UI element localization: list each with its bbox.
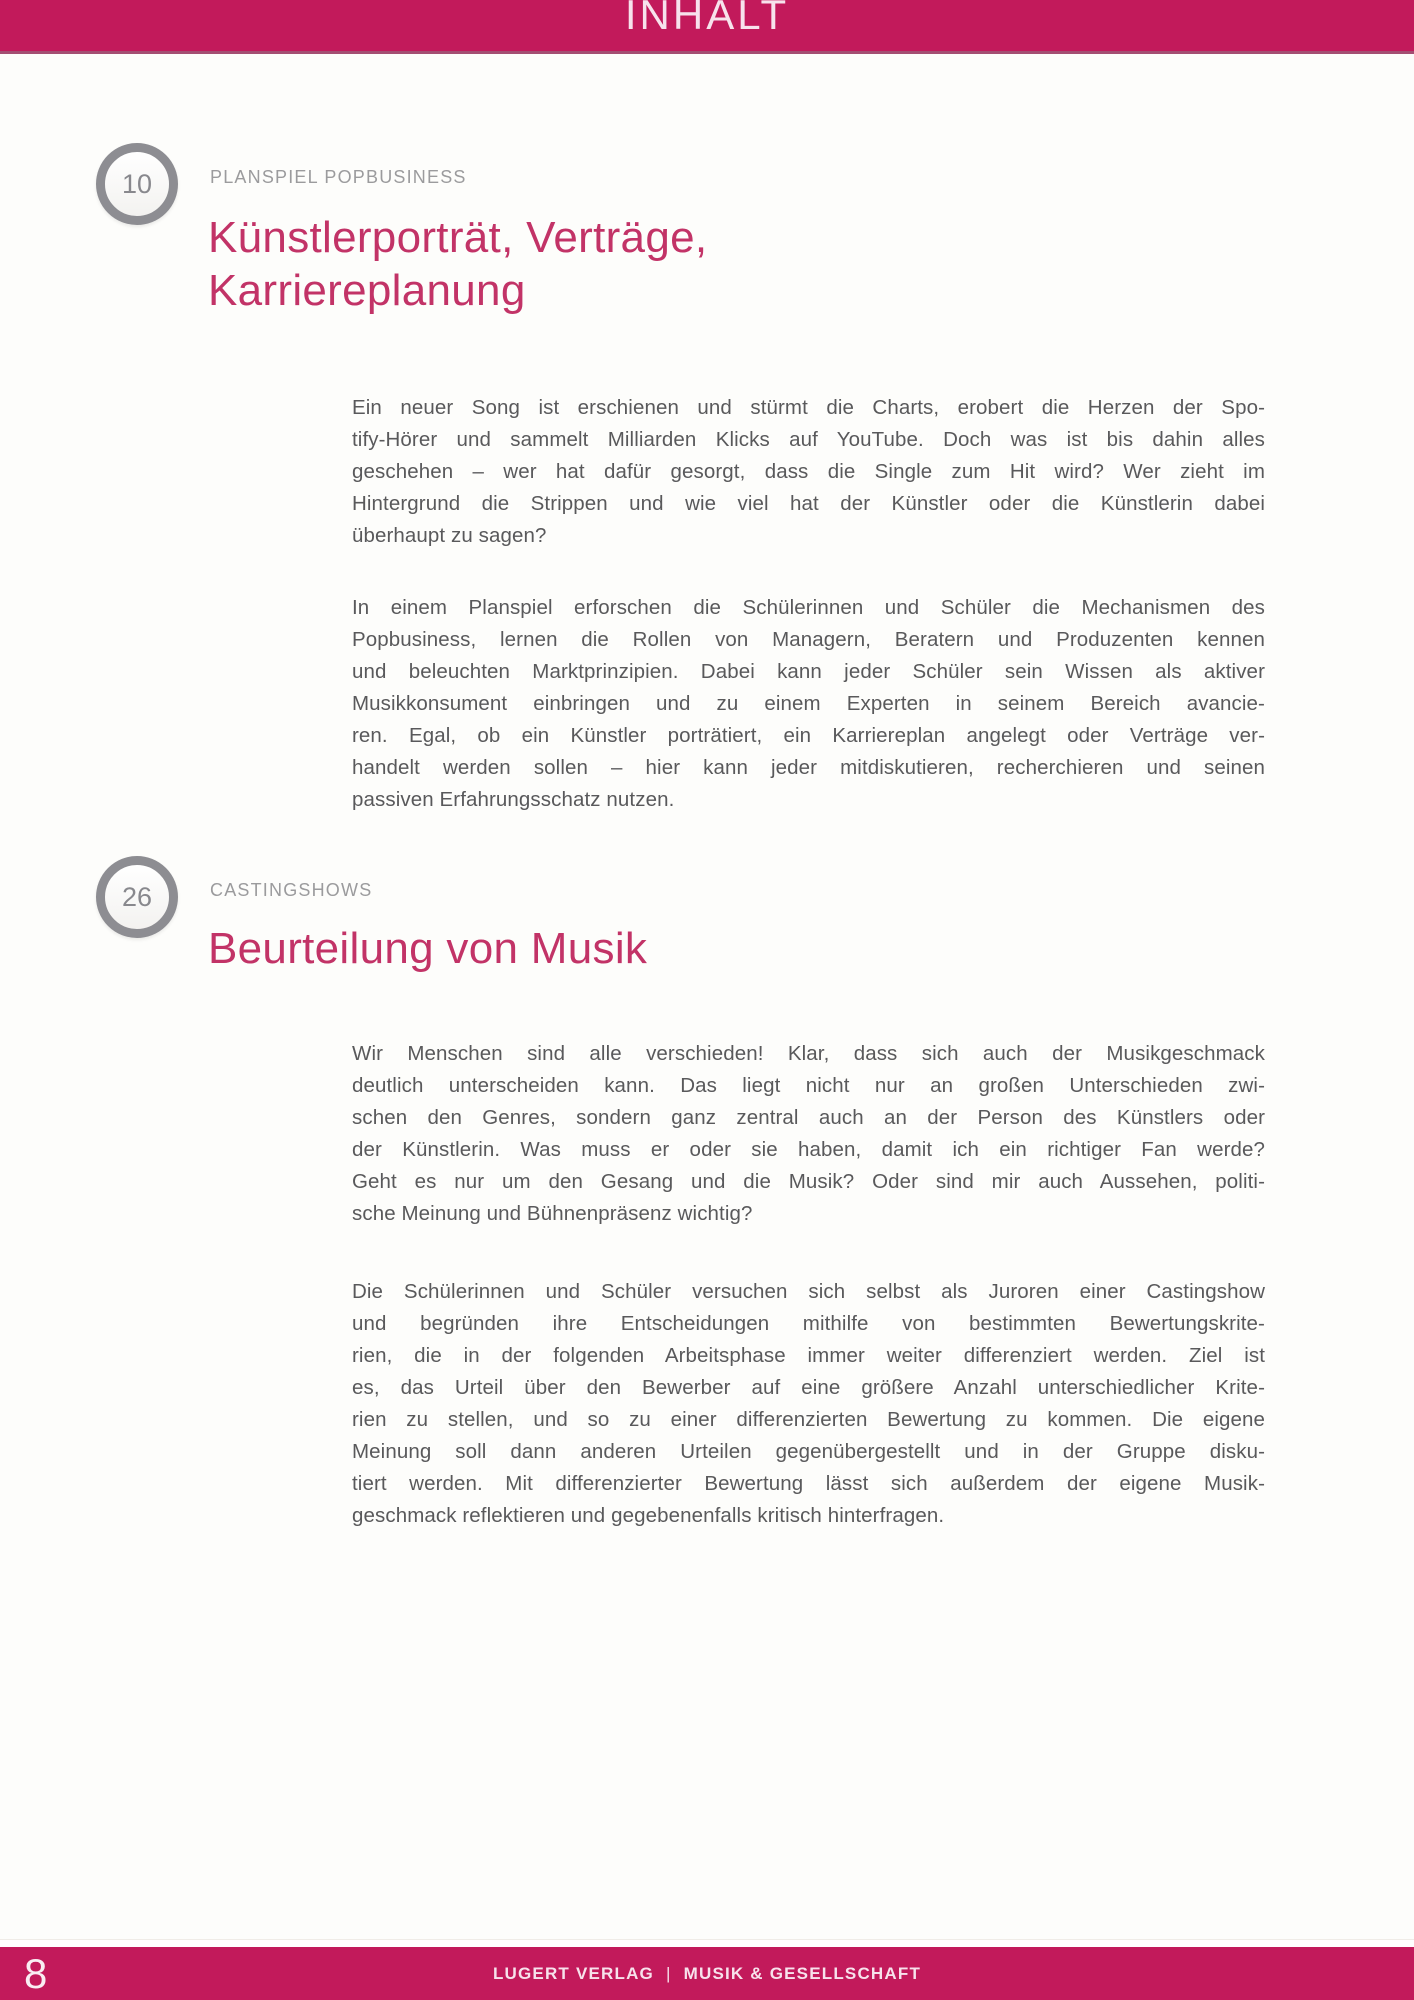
footer-magazine-title: MUSIK & GESELLSCHAFT	[683, 1964, 922, 1983]
footer-separator: |	[665, 1964, 672, 1983]
text-line: Popbusiness, lernen die Rollen von Managern, Beratern und Produzenten kennen	[352, 628, 1265, 651]
text-line: handelt werden sollen – hier kann jeder mitdiskutieren, recherchieren und seinen	[352, 756, 1265, 779]
text-line: Meinung soll dann anderen Urteilen gegenübergestellt und in der Gruppe disku-	[352, 1440, 1265, 1463]
text-line: tiert werden. Mit differenzierter Bewertung lässt sich außerdem der eigene Musik-	[352, 1472, 1265, 1495]
footer-bar	[0, 1947, 1414, 2000]
footer-page-number: 8	[24, 1950, 48, 1997]
text-line: überhaupt zu sagen?	[352, 524, 547, 547]
paragraph	[352, 592, 1265, 816]
footer-divider	[0, 1939, 1414, 1947]
section-page-badge	[96, 143, 178, 225]
text-line: rien, die in der folgenden Arbeitsphase immer weiter differenziert werden. Ziel ist	[352, 1344, 1265, 1367]
header-bar	[0, 0, 1414, 54]
paragraph	[352, 392, 1265, 552]
section-category-label: CASTINGSHOWS	[210, 880, 373, 900]
text-line: Die Schülerinnen und Schüler versuchen sich selbst als Juroren einer Castingshow	[352, 1280, 1265, 1303]
section-title-line: Beurteilung von Musik	[208, 924, 648, 973]
text-line: geschehen – wer hat dafür gesorgt, dass die Single zum Hit wird? Wer zieht im	[352, 460, 1265, 483]
text-line: passiven Erfahrungsschatz nutzen.	[352, 788, 675, 811]
section-title	[208, 211, 707, 317]
text-line: rien zu stellen, und so zu einer differenzierten Bewertung zu kommen. Die eigene	[352, 1408, 1265, 1431]
text-line: Wir Menschen sind alle verschieden! Klar, dass sich auch der Musikgeschmack	[352, 1042, 1265, 1065]
section-page-number: 10	[121, 168, 153, 199]
text-line: Hintergrund die Strippen und wie viel hat der Künstler oder die Künstlerin dabei	[352, 492, 1265, 515]
text-line: deutlich unterscheiden kann. Das liegt nicht nur an großen Unterschieden zwi-	[352, 1074, 1265, 1097]
text-line: sche Meinung und Bühnenpräsenz wichtig?	[352, 1202, 753, 1225]
text-line: der Künstlerin. Was muss er oder sie haben, damit ich ein richtiger Fan werde?	[352, 1138, 1265, 1161]
paragraph	[352, 1038, 1265, 1230]
text-line: und begründen ihre Entscheidungen mithilfe von bestimmten Bewertungskrite-	[352, 1312, 1265, 1335]
page-title: INHALT	[624, 0, 790, 38]
section-category-label: PLANSPIEL POPBUSINESS	[210, 167, 467, 187]
text-line: und beleuchten Marktprinzipien. Dabei kann jeder Schüler sein Wissen als aktiver	[352, 660, 1265, 683]
section-title	[208, 922, 647, 975]
section-title-line: Karriereplanung	[208, 266, 526, 315]
text-line: Ein neuer Song ist erschienen und stürmt die Charts, erobert die Herzen der Spo-	[352, 396, 1265, 419]
footer-imprint	[0, 1947, 1414, 2000]
text-line: tify-Hörer und sammelt Milliarden Klicks auf YouTube. Doch was ist bis dahin alles	[352, 428, 1265, 451]
footer-publisher: LUGERT VERLAG	[492, 1964, 654, 1983]
section-title-line: Künstlerporträt, Verträge,	[208, 213, 708, 262]
text-line: In einem Planspiel erforschen die Schülerinnen und Schüler die Mechanismen des	[352, 596, 1265, 619]
text-line: geschmack reflektieren und gegebenenfalls kritisch hinterfragen.	[352, 1504, 945, 1527]
text-line: es, das Urteil über den Bewerber auf eine größere Anzahl unterschiedlicher Krite-	[352, 1376, 1265, 1399]
section-page-number: 26	[121, 881, 153, 912]
paragraph	[352, 1276, 1265, 1532]
section-page-badge	[96, 856, 178, 938]
text-line: Geht es nur um den Gesang und die Musik? Oder sind mir auch Aussehen, politi-	[352, 1170, 1265, 1193]
text-line: schen den Genres, sondern ganz zentral auch an der Person des Künstlers oder	[352, 1106, 1265, 1129]
text-line: Musikkonsument einbringen und zu einem Experten in seinem Bereich avancie-	[352, 692, 1265, 715]
text-line: ren. Egal, ob ein Künstler porträtiert, ein Karriereplan angelegt oder Verträge ver-	[352, 724, 1265, 747]
